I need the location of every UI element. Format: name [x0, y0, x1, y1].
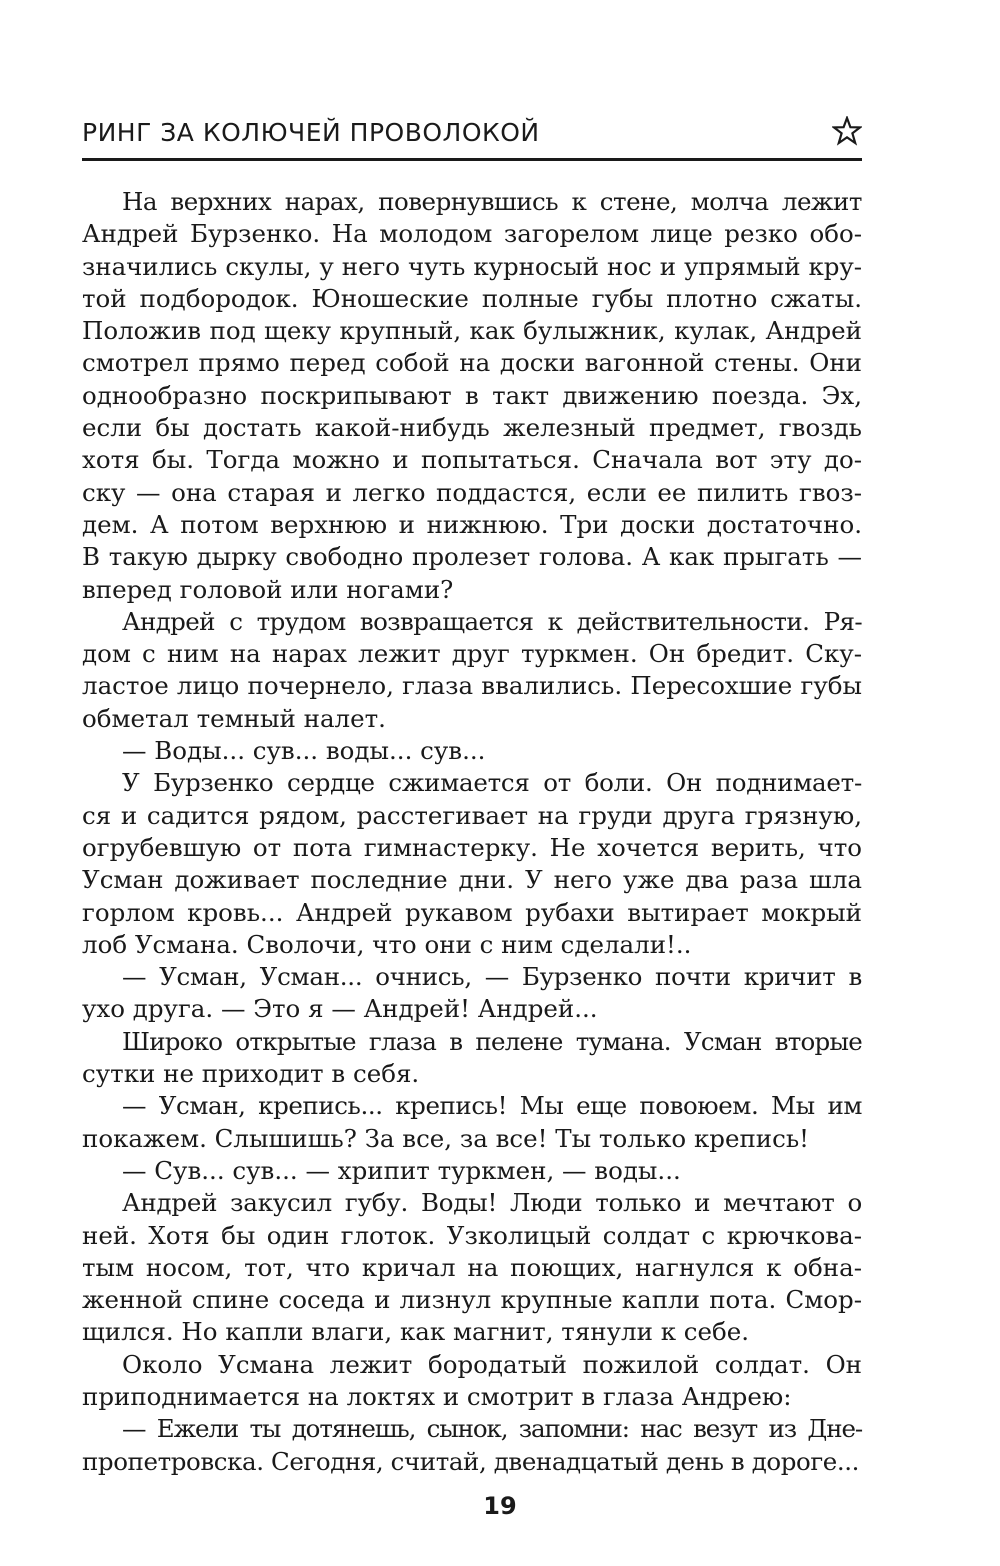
text-line: — Воды... сув... воды... сув... [122, 736, 486, 766]
paragraph [82, 735, 862, 767]
text-line: Около Усмана лежит бородатый пожилой солдат. Он [122, 1349, 862, 1379]
text-line: тым носом, тот, что кричал на поющих, нагнулся к обна- [82, 1252, 862, 1282]
text-line: На верхних нарах, повернувшись к стене, молча лежит [122, 187, 862, 216]
text-line: Положив под щеку крупный, как булыжник, кулак, Андрей [82, 316, 862, 346]
text-line: ску — она старая и легко поддастся, если ее пилить гвоз- [82, 477, 862, 507]
text-line: — Сув... сув... — хрипит туркмен, — воды... [122, 1155, 681, 1185]
text-line: дем. А потом верхнюю и нижнюю. Три доски достаточно. [82, 509, 862, 539]
paragraph [82, 1026, 862, 1091]
text-line: хотя бы. Тогда можно и попытаться. Сначала вот эту до- [82, 445, 862, 475]
running-header [82, 116, 862, 156]
text-line: Усман доживает последние дни. У него уже два раза шла [82, 865, 862, 895]
text-line: приподнимается на локтях и смотрит в глаза Андрею: [82, 1381, 792, 1411]
paragraph [82, 606, 862, 735]
text-line: если бы достать какой-нибудь железный предмет, гвоздь [82, 413, 862, 443]
header-rule [82, 158, 862, 161]
text-line: огрубевшую от пота гимнастерку. Не хочется верить, что [82, 832, 862, 862]
paragraph [82, 1413, 862, 1478]
paragraph [82, 1155, 862, 1187]
paragraph [82, 767, 862, 961]
text-line: значились скулы, у него чуть курносый нос и упрямый кру- [82, 251, 862, 281]
text-line: Андрей закусил губу. Воды! Люди только и мечтают о [122, 1188, 862, 1218]
text-line: женной спине соседа и лизнул крупные капли пота. Смор- [82, 1285, 862, 1315]
text-line: пропетровска. Сегодня, считай, двенадцатый день в дороге... [82, 1446, 860, 1476]
text-line: вперед головой или ногами? [82, 574, 454, 604]
text-line: ней. Хотя бы один глоток. Узколицый солдат с крючкова- [82, 1220, 862, 1250]
page-number: 19 [483, 1492, 517, 1520]
text-line: покажем. Слышишь? За все, за все! Ты только крепись! [82, 1123, 810, 1153]
text-line: У Бурзенко сердце сжимается от боли. Он поднимает- [122, 768, 862, 798]
text-line: той подбородок. Юношеские полные губы плотно сжаты. [82, 283, 862, 313]
body-text [82, 186, 862, 1478]
text-line: смотрел прямо перед собой на доски вагонной стены. Они [82, 348, 862, 378]
text-line: ся и садится рядом, расстегивает на груди друга грязную, [82, 800, 862, 830]
text-line: дом с ним на нарах лежит друг туркмен. Он бредит. Ску- [82, 639, 862, 669]
text-line: Широко открытые глаза в пелене тумана. Усман вторые [122, 1026, 862, 1056]
paragraph [82, 961, 862, 1026]
paragraph [82, 1090, 862, 1155]
text-line: — Усман, крепись... крепись! Мы еще повоюем. Мы им [122, 1091, 862, 1121]
text-line: Андрей Бурзенко. На молодом загорелом лице резко обо- [82, 219, 862, 249]
text-line: ухо друга. — Это я — Андрей! Андрей... [82, 994, 598, 1024]
text-line: — Ежели ты дотянешь, сынок, запомни: нас везут из Дне- [122, 1414, 862, 1444]
star-icon [832, 116, 862, 146]
text-line: однообразно поскрипывают в такт движению поезда. Эх, [82, 380, 862, 410]
text-line: В такую дырку свободно пролезет голова. А как прыгать — [82, 542, 862, 572]
text-line: лоб Усмана. Сволочи, что они с ним сделали!.. [82, 929, 692, 959]
paragraph [82, 1187, 862, 1348]
text-line: Андрей с трудом возвращается к действительности. Ря- [122, 606, 862, 636]
text-line: щился. Но капли влаги, как магнит, тянули к себе. [82, 1317, 750, 1347]
text-line: — Усман, Усман... очнись, — Бурзенко почти кричит в [122, 962, 862, 992]
text-line: горлом кровь... Андрей рукавом рубахи вытирает мокрый [82, 897, 862, 927]
paragraph [82, 1349, 862, 1414]
text-line: ластое лицо почернело, глаза ввалились. Пересохшие губы [82, 671, 862, 701]
text-line: обметал темный налет. [82, 703, 386, 733]
running-title: РИНГ ЗА КОЛЮЧЕЙ ПРОВОЛОКОЙ [82, 118, 540, 147]
text-line: сутки не приходит в себя. [82, 1059, 420, 1089]
paragraph [82, 186, 862, 606]
